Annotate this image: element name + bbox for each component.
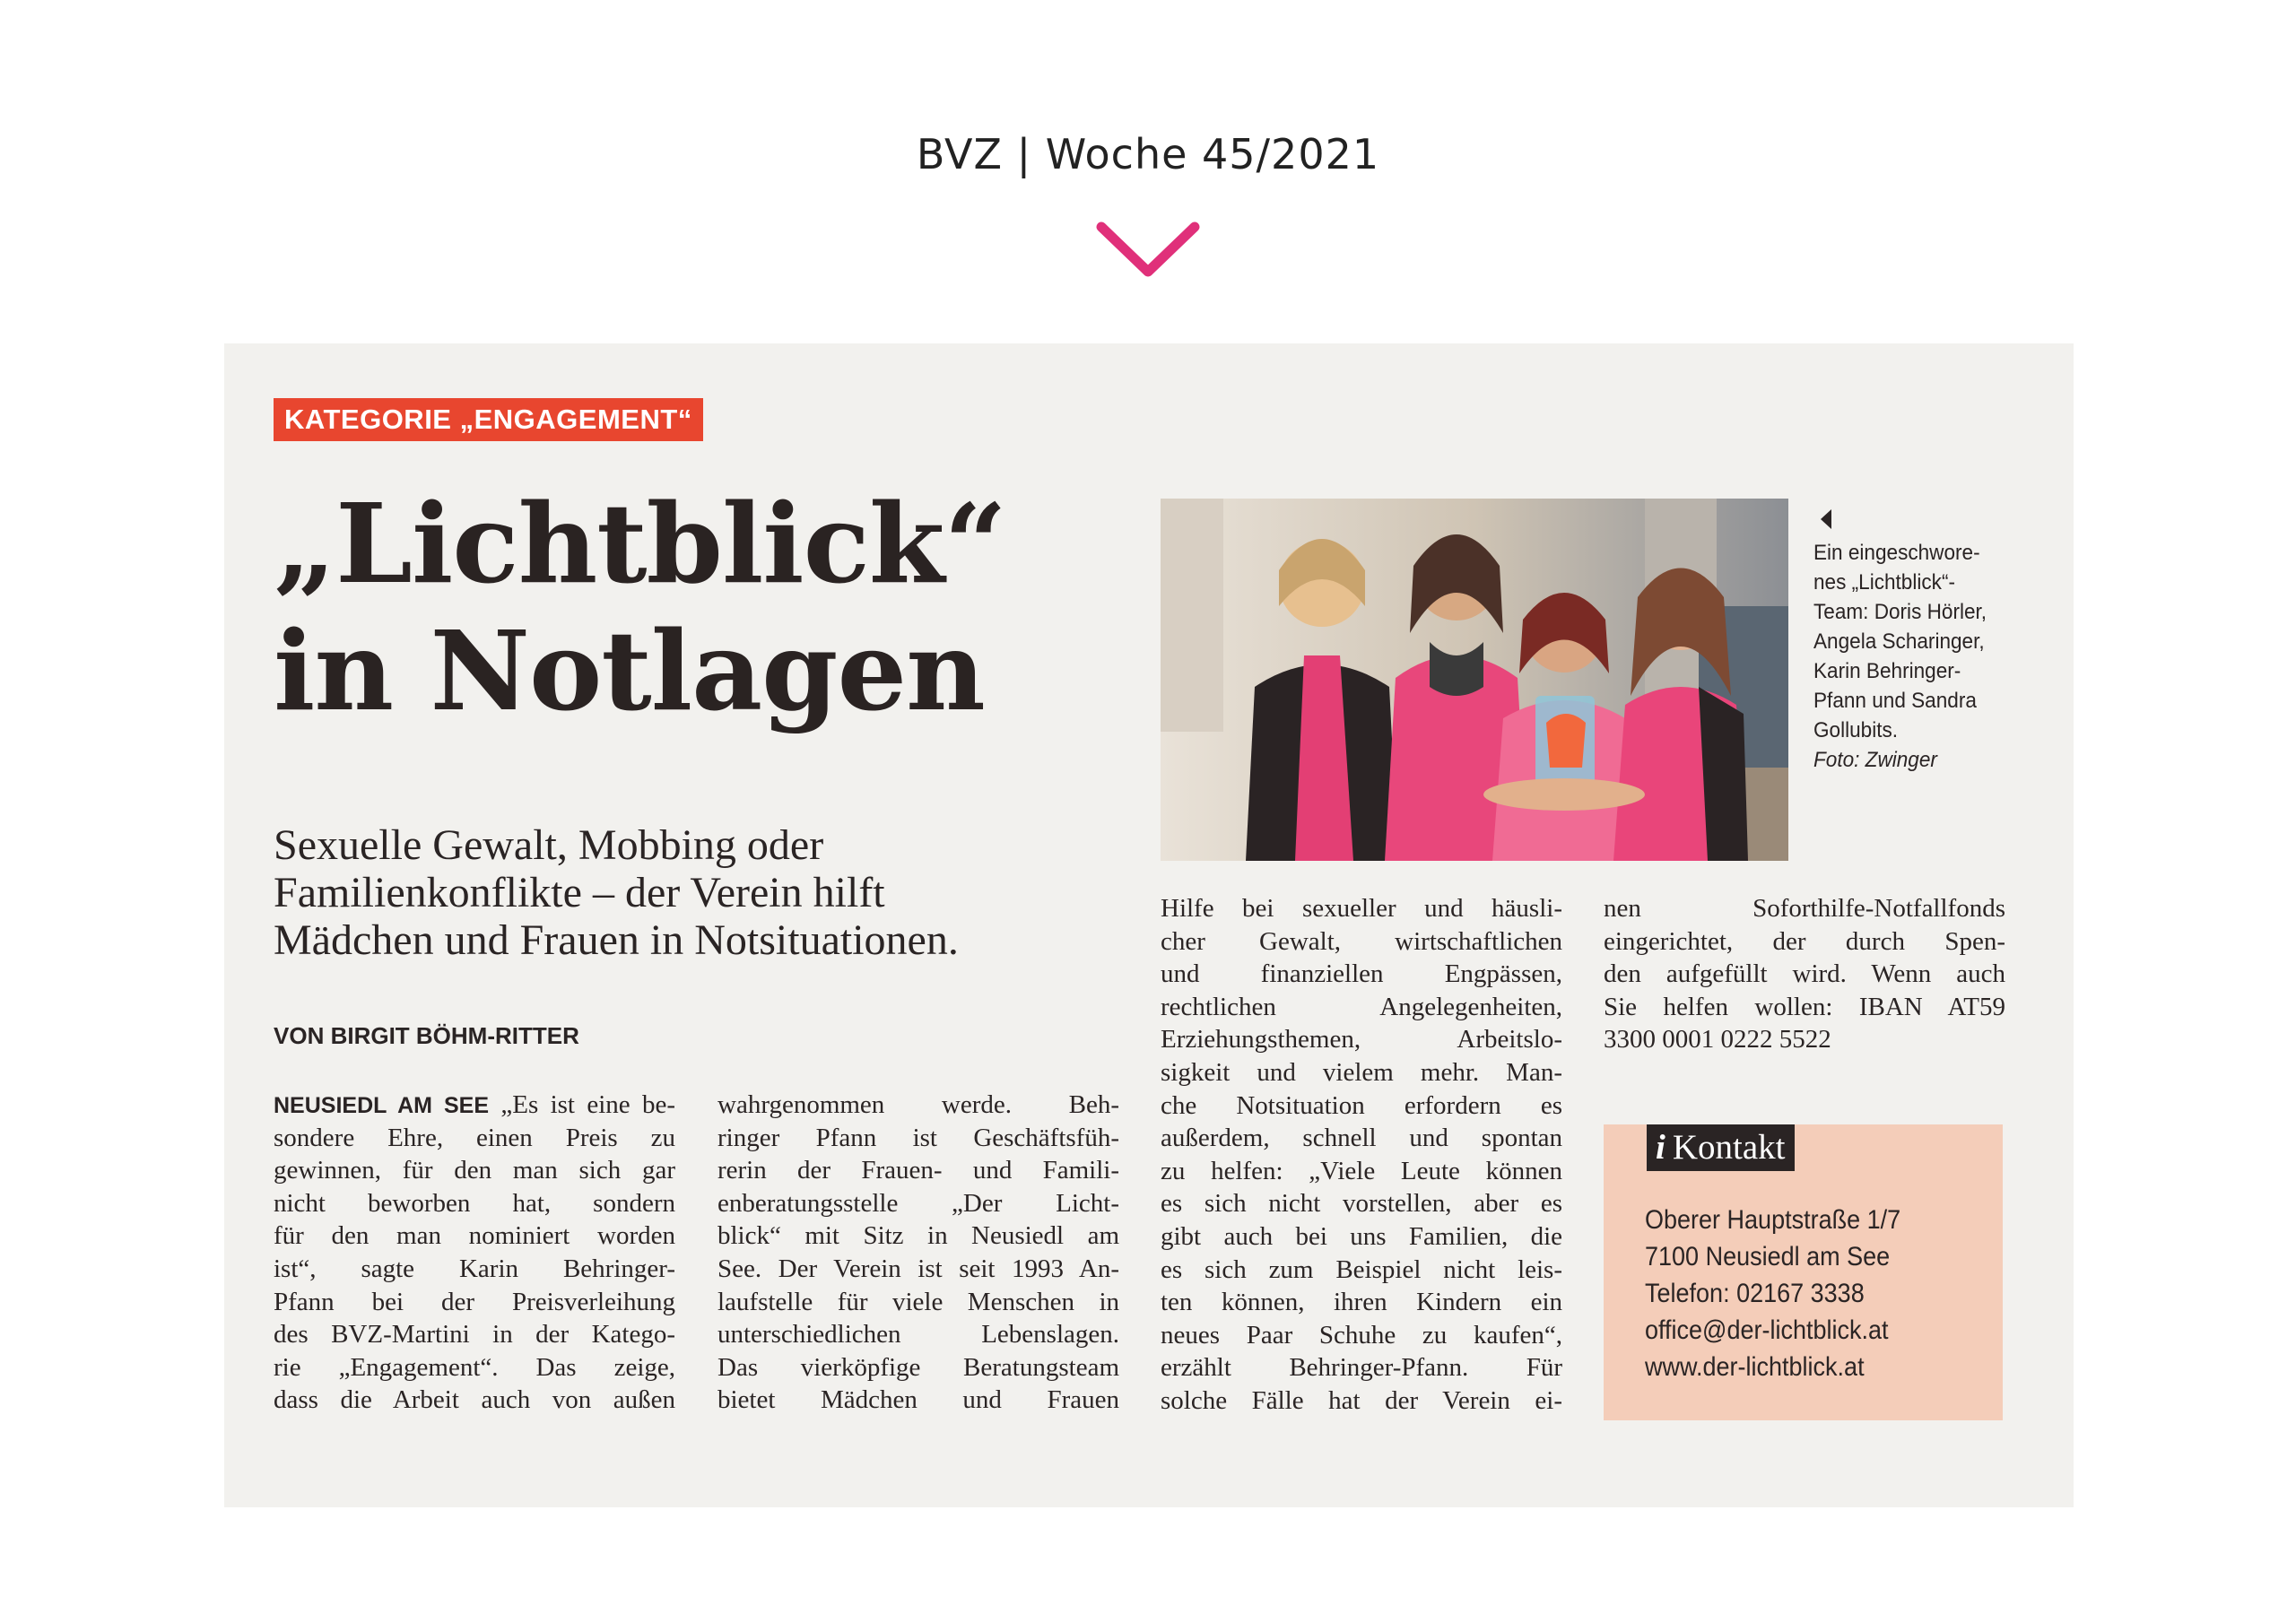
photo-caption (1813, 538, 2016, 775)
article-column-4 (1604, 892, 2005, 1056)
contact-city: 7100 Neusiedl am See (1645, 1242, 1891, 1271)
text-line: ringer Pfann ist Geschäftsfüh- (718, 1123, 1119, 1152)
caption-pointer-icon (1819, 508, 1833, 531)
contact-details (1645, 1202, 1900, 1385)
text-line: nen Soforthilfe-Notfallfonds (1604, 894, 2005, 923)
contact-header (1647, 1124, 1795, 1171)
text-line: ist“, sagte Karin Behringer- (274, 1254, 675, 1283)
text-line: gewinnen, für den man sich gar (274, 1156, 675, 1185)
caption-line: Karin Behringer- (1813, 659, 1961, 683)
article-column-1 (274, 1089, 675, 1417)
text-line: nicht beworben hat, sondern (274, 1188, 675, 1218)
subhead-line: Familienkonflikte – der Verein hilft (274, 869, 885, 916)
text-line: Hilfe bei sexueller und häusli- (1161, 894, 1562, 923)
caption-line: Angela Scharinger, (1813, 629, 1985, 654)
headline-line-2: in Notlagen (274, 606, 985, 735)
caption-line: Team: Doris Hörler, (1813, 600, 1987, 624)
text-line: See. Der Verein ist seit 1993 An- (718, 1254, 1119, 1283)
text-line: neues Paar Schuhe zu kaufen“, (1161, 1320, 1562, 1350)
article-column-2 (718, 1089, 1119, 1417)
chevron-down-icon[interactable] (1096, 220, 1200, 281)
text-line: gibt auch bei uns Familien, die (1161, 1221, 1562, 1251)
contact-address: Oberer Hauptstraße 1/7 (1645, 1205, 1901, 1235)
text-line: blick“ mit Sitz in Neusiedl am (718, 1221, 1119, 1251)
article-column-3 (1161, 892, 1562, 1418)
text-line: für den man nominiert worden (274, 1221, 675, 1251)
headline-line-1: „Lichtblick“ (274, 479, 1006, 608)
text-line: rie „Engagement“. Das zeige, (274, 1352, 675, 1382)
caption-line: nes „Lichtblick“- (1813, 570, 1955, 595)
contact-box (1604, 1124, 2003, 1420)
contact-email: office@der-lichtblick.at (1645, 1315, 1889, 1345)
text-line: den aufgefüllt wird. Wenn auch (1604, 959, 2005, 989)
text-line: ten können, ihren Kindern ein (1161, 1288, 1562, 1317)
text-line: zu helfen: „Viele Leute können (1161, 1156, 1562, 1185)
text-line: eingerichtet, der durch Spen- (1604, 926, 2005, 956)
text-line: es sich zum Beispiel nicht leis- (1161, 1254, 1562, 1284)
text-line: unterschiedlichen Lebenslagen. (718, 1320, 1119, 1350)
text-line: dass die Arbeit auch von außen (274, 1385, 675, 1415)
subheadline (274, 821, 1081, 964)
text-line: che Notsituation erfordern es (1161, 1090, 1562, 1120)
text-line: außerdem, schnell und spontan (1161, 1124, 1562, 1153)
text-line: Das vierköpfige Beratungsteam (718, 1352, 1119, 1382)
page-title: BVZ | Woche 45/2021 (916, 130, 1380, 178)
caption-line: Gollubits. (1813, 718, 1899, 742)
text-line: sigkeit und vielem mehr. Man- (1161, 1057, 1562, 1087)
text-line: sondere Ehre, einen Preis zu (274, 1123, 675, 1152)
text-line: Erziehungsthemen, Arbeitslo- (1161, 1025, 1562, 1055)
text-line: 3300 0001 0222 5522 (1604, 1025, 1831, 1055)
text-line: enberatungsstelle „Der Licht- (718, 1188, 1119, 1218)
text-line: rerin der Frauen- und Famili- (718, 1156, 1119, 1185)
text-line: Pfann bei der Preisverleihung (274, 1287, 675, 1316)
subhead-line: Sexuelle Gewalt, Mobbing oder (274, 821, 824, 869)
contact-title: Kontakt (1672, 1128, 1786, 1167)
caption-line: Pfann und Sandra (1813, 689, 1977, 713)
headline (274, 480, 1081, 734)
team-photo (1161, 499, 1788, 861)
photo-credit: Foto: Zwinger (1813, 748, 1937, 772)
text-line: Sie helfen wollen: IBAN AT59 (1604, 992, 2005, 1021)
contact-phone: Telefon: 02167 3338 (1645, 1279, 1865, 1308)
text-line: und finanziellen Engpässen, (1161, 959, 1562, 989)
caption-line: Ein eingeschwore- (1813, 541, 1980, 565)
contact-website: www.der-lichtblick.at (1645, 1352, 1865, 1382)
text-line: wahrgenommen werde. Beh- (718, 1090, 1119, 1119)
dateline: NEUSIEDL AM SEE (274, 1093, 490, 1118)
category-tag: KATEGORIE „ENGAGEMENT“ (274, 398, 703, 441)
text-line: rechtlichen Angelegenheiten, (1161, 992, 1562, 1021)
text-line: cher Gewalt, wirtschaftlichen (1161, 926, 1562, 956)
text-line: laufstelle für viele Menschen in (718, 1287, 1119, 1316)
team-photo-illustration (1161, 499, 1788, 861)
text-line: bietet Mädchen und Frauen (718, 1385, 1119, 1415)
info-icon: i (1656, 1128, 1665, 1167)
text-line: es sich nicht vorstellen, aber es (1161, 1189, 1562, 1219)
text-line: erzählt Behringer-Pfann. Für (1161, 1353, 1562, 1383)
text-line: NEUSIEDL AM SEE „Es ist eine be- (274, 1090, 675, 1119)
text-line: des BVZ-Martini in der Katego- (274, 1320, 675, 1350)
subhead-line: Mädchen und Frauen in Notsituationen. (274, 916, 959, 964)
byline: VON BIRGIT BÖHM-RITTER (274, 1022, 579, 1049)
text-line: solche Fälle hat der Verein ei- (1161, 1385, 1562, 1415)
